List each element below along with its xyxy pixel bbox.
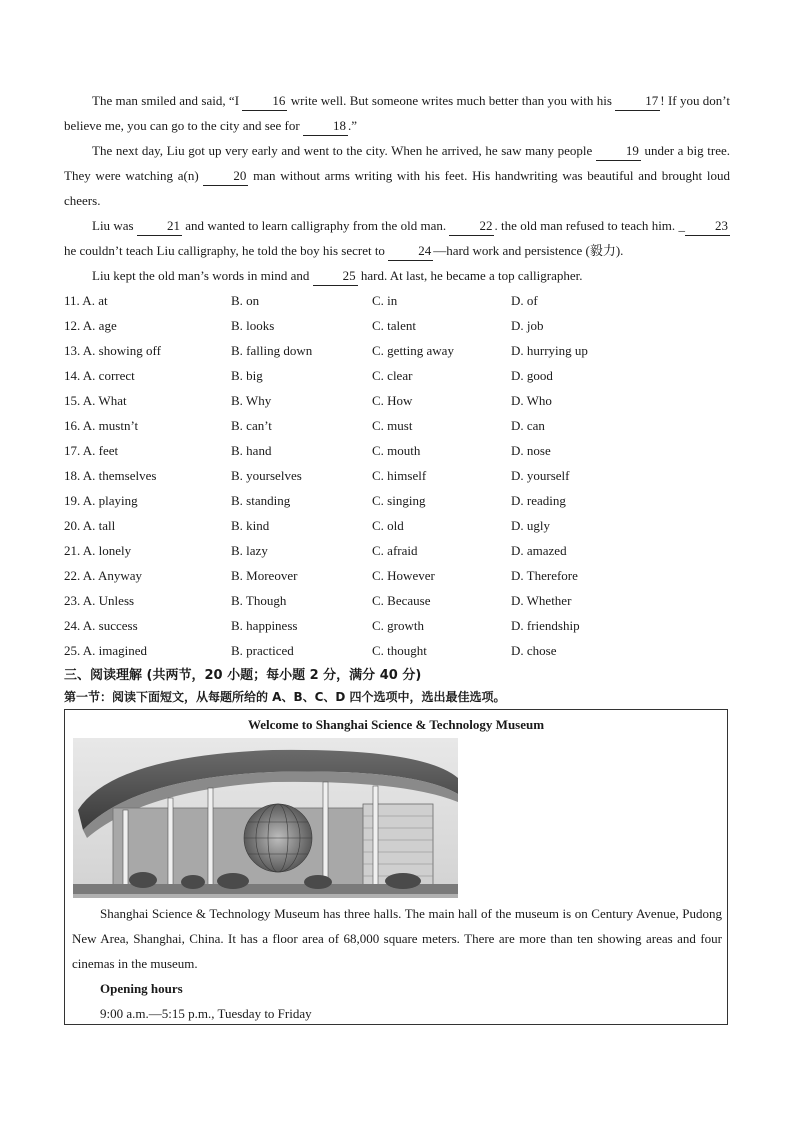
- museum-text: [72, 901, 722, 1026]
- option-c: C. How: [372, 393, 413, 408]
- option-d: D. of: [511, 293, 538, 308]
- opening-hours-title: Opening hours: [100, 981, 183, 996]
- blank-24: 24: [388, 242, 433, 261]
- option-b: B. yourselves: [231, 468, 302, 483]
- option-d: D. nose: [511, 443, 551, 458]
- option-d: D. job: [511, 318, 544, 333]
- option-d: D. hurrying up: [511, 343, 588, 358]
- option-c: C. himself: [372, 468, 427, 483]
- section-subtitle: 第一节：阅读下面短文，从每题所给的 A、B、C、D 四个选项中，选出最佳选项。: [64, 690, 506, 704]
- option-b: B. falling down: [231, 343, 313, 358]
- option-d: D. chose: [511, 643, 557, 658]
- option-a: 11. A. at: [64, 293, 108, 308]
- option-a: 24. A. success: [64, 618, 138, 633]
- museum-box: [64, 709, 728, 1025]
- option-row: [64, 338, 730, 363]
- section-title: 三、阅读理解 (共两节，20 小题；每小题 2 分，满分 40 分): [64, 668, 422, 683]
- option-d: D. amazed: [511, 543, 567, 558]
- option-a: 12. A. age: [64, 318, 117, 333]
- option-b: B. kind: [231, 518, 270, 533]
- option-c: C. singing: [372, 493, 426, 508]
- blank-16: 16: [242, 92, 287, 111]
- option-row: [64, 388, 730, 413]
- option-b: B. Though: [231, 593, 287, 608]
- option-a: 22. A. Anyway: [64, 568, 142, 583]
- option-c: C. must: [372, 418, 413, 433]
- options-list: [64, 288, 730, 663]
- option-d: D. ugly: [511, 518, 550, 533]
- option-c: C. old: [372, 518, 404, 533]
- option-d: D. Who: [511, 393, 552, 408]
- option-row: [64, 638, 730, 663]
- option-b: B. Moreover: [231, 568, 298, 583]
- option-c: C. talent: [372, 318, 417, 333]
- option-row: [64, 513, 730, 538]
- passage-paragraph-4: Liu kept the old man’s words in mind and 25 hard. At last, he became a top calligrapher.: [64, 263, 730, 288]
- blank-23: 23: [685, 217, 730, 236]
- option-b: B. Why: [231, 393, 272, 408]
- option-d: D. reading: [511, 493, 566, 508]
- option-b: B. practiced: [231, 643, 294, 658]
- option-row: [64, 538, 730, 563]
- option-row: [64, 463, 730, 488]
- passage-paragraph-2: The next day, Liu got up very early and went to the city. When he arrived, he saw many people 19 under a big tree. They were watching a(n) 20 man without arms writing with his feet. His handwriting was beautiful and brought loud cheers.: [64, 143, 731, 208]
- option-c: C. mouth: [372, 443, 421, 458]
- option-row: [64, 288, 730, 313]
- option-c: C. afraid: [372, 543, 418, 558]
- blank-20: 20: [203, 167, 248, 186]
- option-a: 19. A. playing: [64, 493, 138, 508]
- option-b: B. hand: [231, 443, 272, 458]
- option-b: B. looks: [231, 318, 275, 333]
- blank-19: 19: [596, 142, 641, 161]
- option-d: D. can: [511, 418, 545, 433]
- opening-hours-line: 9:00 a.m.—5:15 p.m., Tuesday to Friday: [100, 1006, 312, 1021]
- option-a: 16. A. mustn’t: [64, 418, 139, 433]
- option-d: D. Whether: [511, 593, 572, 608]
- option-row: [64, 588, 730, 613]
- blank-18: 18: [303, 117, 348, 136]
- option-row: [64, 488, 730, 513]
- option-d: D. friendship: [511, 618, 580, 633]
- option-d: D. good: [511, 368, 553, 383]
- option-c: C. clear: [372, 368, 413, 383]
- option-a: 13. A. showing off: [64, 343, 161, 358]
- option-c: C. growth: [372, 618, 424, 633]
- option-row: [64, 438, 730, 463]
- option-b: B. big: [231, 368, 263, 383]
- option-c: C. However: [372, 568, 435, 583]
- option-c: C. in: [372, 293, 398, 308]
- option-a: 15. A. What: [64, 393, 127, 408]
- option-row: [64, 313, 730, 338]
- blank-22: 22: [449, 217, 494, 236]
- blank-25: 25: [313, 267, 358, 286]
- passage-paragraph-3: Liu was 21 and wanted to learn calligraphy from the old man. 22 . the old man refused to teach him. _ 23 he couldn’t teach Liu calligraphy, he told the boy his secret to 24 —hard work and persistence (毅力).: [64, 213, 730, 263]
- option-c: C. getting away: [372, 343, 454, 358]
- option-b: B. standing: [231, 493, 291, 508]
- option-d: D. yourself: [511, 468, 570, 483]
- option-b: B. happiness: [231, 618, 298, 633]
- option-row: [64, 613, 730, 638]
- option-b: B. on: [231, 293, 260, 308]
- option-d: D. Therefore: [511, 568, 578, 583]
- option-a: 20. A. tall: [64, 518, 116, 533]
- exam-page: [64, 88, 730, 1025]
- option-c: C. thought: [372, 643, 427, 658]
- blank-21: 21: [137, 217, 182, 236]
- blank-17: 17: [615, 92, 660, 111]
- option-c: C. Because: [372, 593, 431, 608]
- museum-title: Welcome to Shanghai Science & Technology Museum: [247, 717, 545, 732]
- option-b: B. can’t: [231, 418, 272, 433]
- option-a: 23. A. Unless: [64, 593, 135, 608]
- museum-photo: [73, 738, 458, 898]
- option-row: [64, 563, 730, 588]
- option-row: [64, 363, 730, 388]
- option-a: 14. A. correct: [64, 368, 135, 383]
- option-b: B. lazy: [231, 543, 268, 558]
- museum-description: Shanghai Science & Technology Museum has three halls. The main hall of the museum is on Century Avenue, Pudong New Area, Shanghai, China. It has a floor area of 68,000 square meters. There are more than ten showing areas and four cinemas in the museum.: [72, 906, 722, 971]
- option-a: 17. A. feet: [64, 443, 119, 458]
- option-row: [64, 413, 730, 438]
- passage-paragraph-1: The man smiled and said, “I 16 write well. But someone writes much better than you with his 17 ! If you don’t believe me, you can go to the city and see for 18 .”: [64, 88, 730, 138]
- option-a: 21. A. lonely: [64, 543, 132, 558]
- option-a: 18. A. themselves: [64, 468, 157, 483]
- option-a: 25. A. imagined: [64, 643, 148, 658]
